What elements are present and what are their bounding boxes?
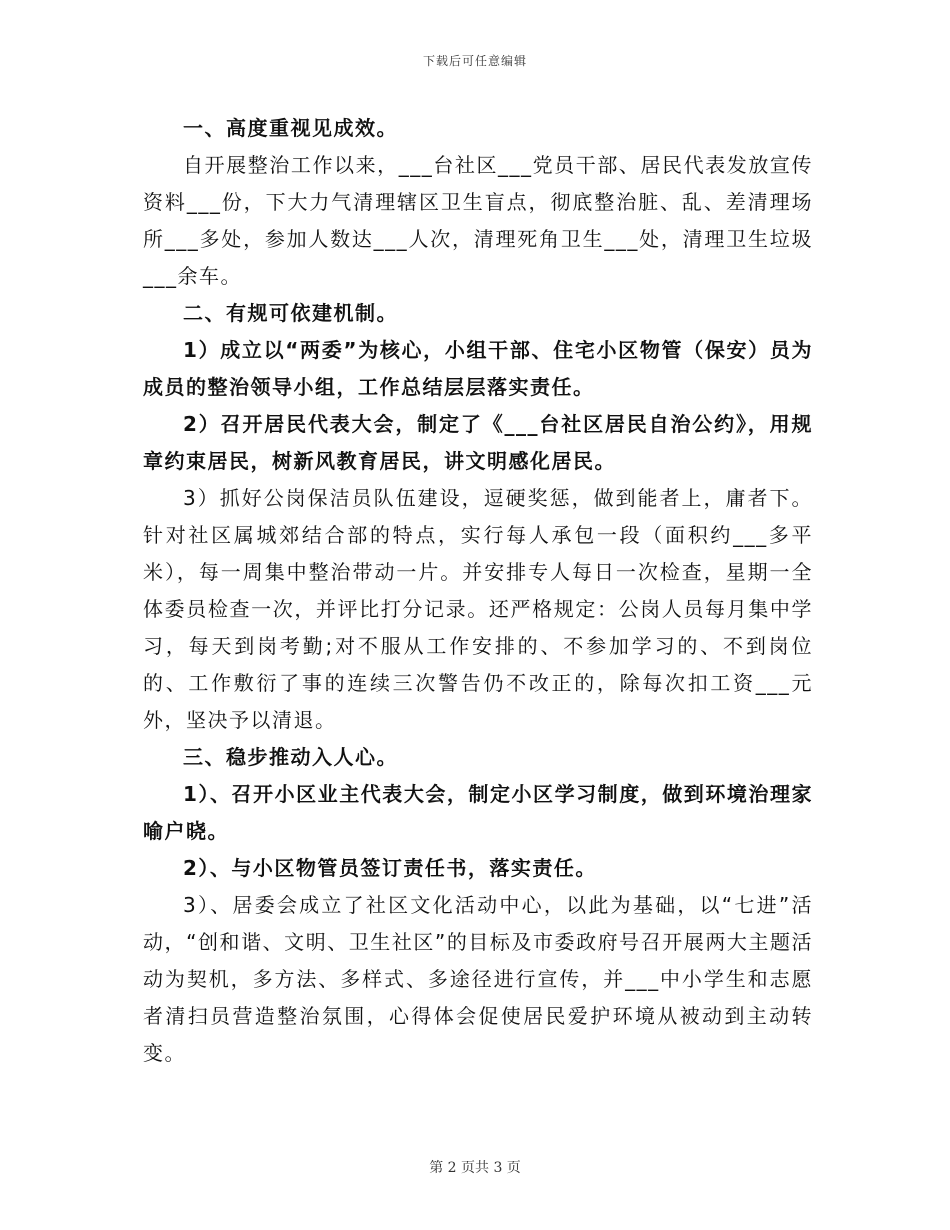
body-paragraph: 自开展整治工作以来，___台社区___党员干部、居民代表发放宣传资料___份，下大力气清理辖区卫生盲点，彻底整治脏、乱、差清理场所___多处，参加人数达___人次，清理死角卫生___处，清理卫生垃圾___余车。 <box>143 153 813 288</box>
body-paragraph: 3）抓好公岗保洁员队伍建设，逗硬奖惩，做到能者上，庸者下。针对社区属城郊结合部的特点，实行每人承包一段（面积约___多平米），每一周集中整治带动一片。并安排专人每日一次检查，星期一全体委员检查一次，并评比打分记录。还严格规定：公岗人员每月集中学习，每天到岗考勤;对不服从工作安排的、不参加学习的、不到岗位的、工作敷衍了事的连续三次警告仍不改正的，除每次扣工资___元外，坚决予以清退。 <box>143 486 813 732</box>
page-number: 第 2 页共 3 页 <box>429 1160 521 1176</box>
section-heading-1: 一、高度重视见成效。 <box>183 116 398 140</box>
section-heading-2: 二、有规可依建机制。 <box>183 301 398 325</box>
body-paragraph-bold: 2）、与小区物管员签订责任书，落实责任。 <box>183 856 597 880</box>
document-body <box>143 110 813 1072</box>
body-paragraph-bold: 2）召开居民代表大会，制定了《___台社区居民自治公约》，用规章约束居民，树新风教育居民，讲文明感化居民。 <box>143 412 813 473</box>
body-paragraph-bold: 1）、召开小区业主代表大会，制定小区学习制度，做到环境治理家喻户晓。 <box>143 782 813 843</box>
section-heading-3: 三、稳步推动入人心。 <box>183 745 398 769</box>
page-header-note: 下载后可任意编辑 <box>422 54 527 68</box>
body-paragraph: 3）、居委会成立了社区文化活动中心，以此为基础，以“七进”活动，“创和谐、文明、卫生社区”的目标及市委政府号召开展两大主题活动为契机，多方法、多样式、多途径进行宣传，并___中小学生和志愿者清扫员营造整治氛围，心得体会促使居民爱护环境从被动到主动转变。 <box>143 893 813 1065</box>
body-paragraph-bold: 1）成立以“两委”为核心，小组干部、住宅小区物管（保安）员为成员的整治领导小组，工作总结层层落实责任。 <box>143 338 813 399</box>
